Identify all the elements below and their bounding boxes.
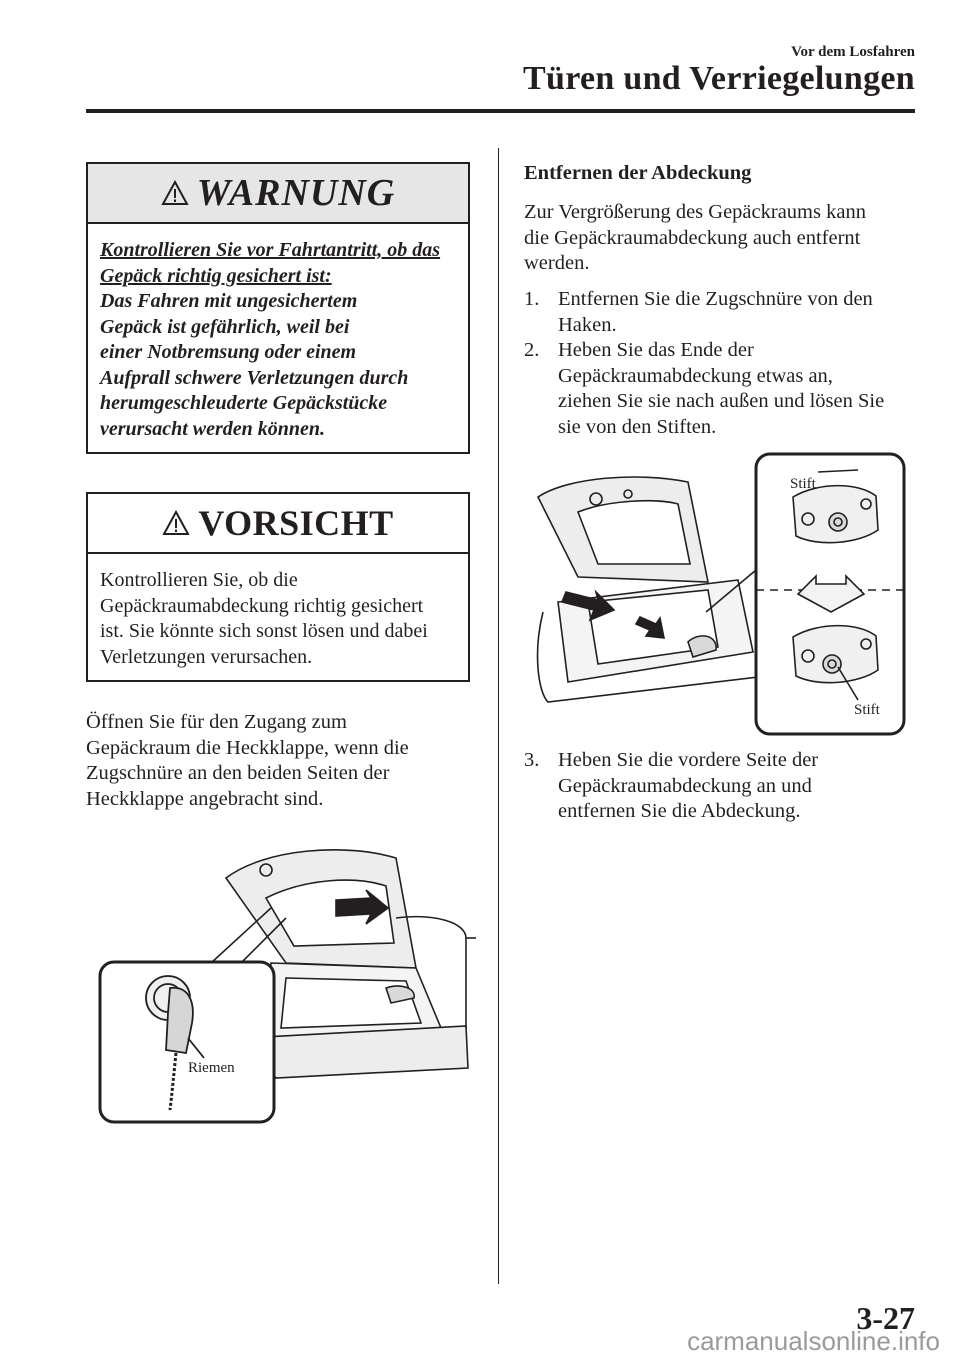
caution-body	[88, 554, 468, 682]
step-number: 3.	[524, 749, 540, 771]
removal-steps	[524, 287, 924, 440]
paragraph-line: Zugschnüre an den beiden Seiten der	[86, 762, 390, 784]
step-line: Heben Sie das Ende der	[558, 339, 754, 361]
intro-line: werden.	[524, 252, 590, 274]
step-line: Heben Sie die vordere Seite der	[558, 749, 819, 771]
caution-box	[86, 492, 470, 682]
removal-intro	[524, 200, 924, 277]
step-number: 2.	[524, 339, 540, 361]
warning-title: WARNUNG	[196, 172, 396, 214]
intro-line: Zur Vergrößerung des Gepäckraums kann	[524, 201, 866, 223]
removal-heading: Entfernen der Abdeckung	[524, 162, 752, 184]
step-line: ziehen Sie sie nach außen und lösen Sie	[558, 390, 885, 412]
page-title: Türen und Verriegelungen	[523, 60, 915, 97]
paragraph-line: Gepäckraum die Heckklappe, wenn die	[86, 736, 409, 759]
warning-line: Gepäck ist gefährlich, weil bei	[100, 315, 350, 338]
strap-label: Riemen	[188, 1060, 235, 1076]
intro-line: die Gepäckraumabdeckung auch entfernt	[524, 226, 861, 249]
pin-label-bottom: Stift	[854, 702, 880, 718]
warning-lead: Kontrollieren Sie vor Fahrtantritt, ob das Gepäck richtig gesichert ist:	[100, 239, 441, 287]
tailgate-strap-illustration	[96, 838, 476, 1128]
watermark: carmanualsonline.info	[687, 1326, 940, 1356]
caution-triangle-icon	[162, 510, 190, 536]
caution-line: Gepäckraumabdeckung richtig gesichert	[100, 594, 424, 617]
caution-line: Kontrollieren Sie, ob die	[100, 569, 298, 591]
warning-body	[88, 224, 468, 460]
step-line: Gepäckraumabdeckung an und	[558, 774, 812, 797]
caution-header	[88, 494, 468, 554]
paragraph-line: Heckklappe angebracht sind.	[86, 787, 324, 810]
warning-line: einer Notbremsung oder einem	[100, 341, 357, 363]
warning-box	[86, 162, 470, 454]
access-paragraph	[86, 710, 486, 812]
step-line: Haken.	[558, 313, 617, 336]
step-2	[524, 338, 924, 440]
cover-removal-illustration	[528, 452, 920, 738]
step-line: entfernen Sie die Abdeckung.	[558, 800, 801, 822]
warning-line: herumgeschleuderte Gepäckstücke	[100, 392, 388, 414]
removal-step-3	[524, 748, 924, 825]
warning-header	[88, 164, 468, 224]
step-line: Gepäckraumabdeckung etwas an,	[558, 364, 833, 387]
caution-line: ist. Sie könnte sich sonst lösen und dabei	[100, 620, 428, 642]
header-rule	[86, 109, 915, 113]
warning-triangle-icon	[161, 180, 189, 206]
step-line: Entfernen Sie die Zugschnüre von den	[558, 288, 873, 310]
caution-title: VORSICHT	[198, 503, 394, 543]
warning-line: Aufprall schwere Verletzungen durch	[100, 366, 409, 389]
caution-line: Verletzungen verursachen.	[100, 645, 313, 668]
step-1	[524, 287, 924, 338]
column-divider	[498, 148, 499, 1284]
warning-line: verursacht werden können.	[100, 417, 326, 440]
page-number: 3-27	[856, 1300, 915, 1336]
step-3	[524, 748, 924, 825]
warning-line: Das Fahren mit ungesichertem	[100, 290, 358, 312]
step-number: 1.	[524, 288, 540, 310]
pin-label-top: Stift	[790, 476, 816, 492]
step-line: sie von den Stiften.	[558, 415, 717, 438]
paragraph-line: Öffnen Sie für den Zugang zum	[86, 711, 347, 733]
section-name: Vor dem Losfahren	[791, 44, 915, 60]
